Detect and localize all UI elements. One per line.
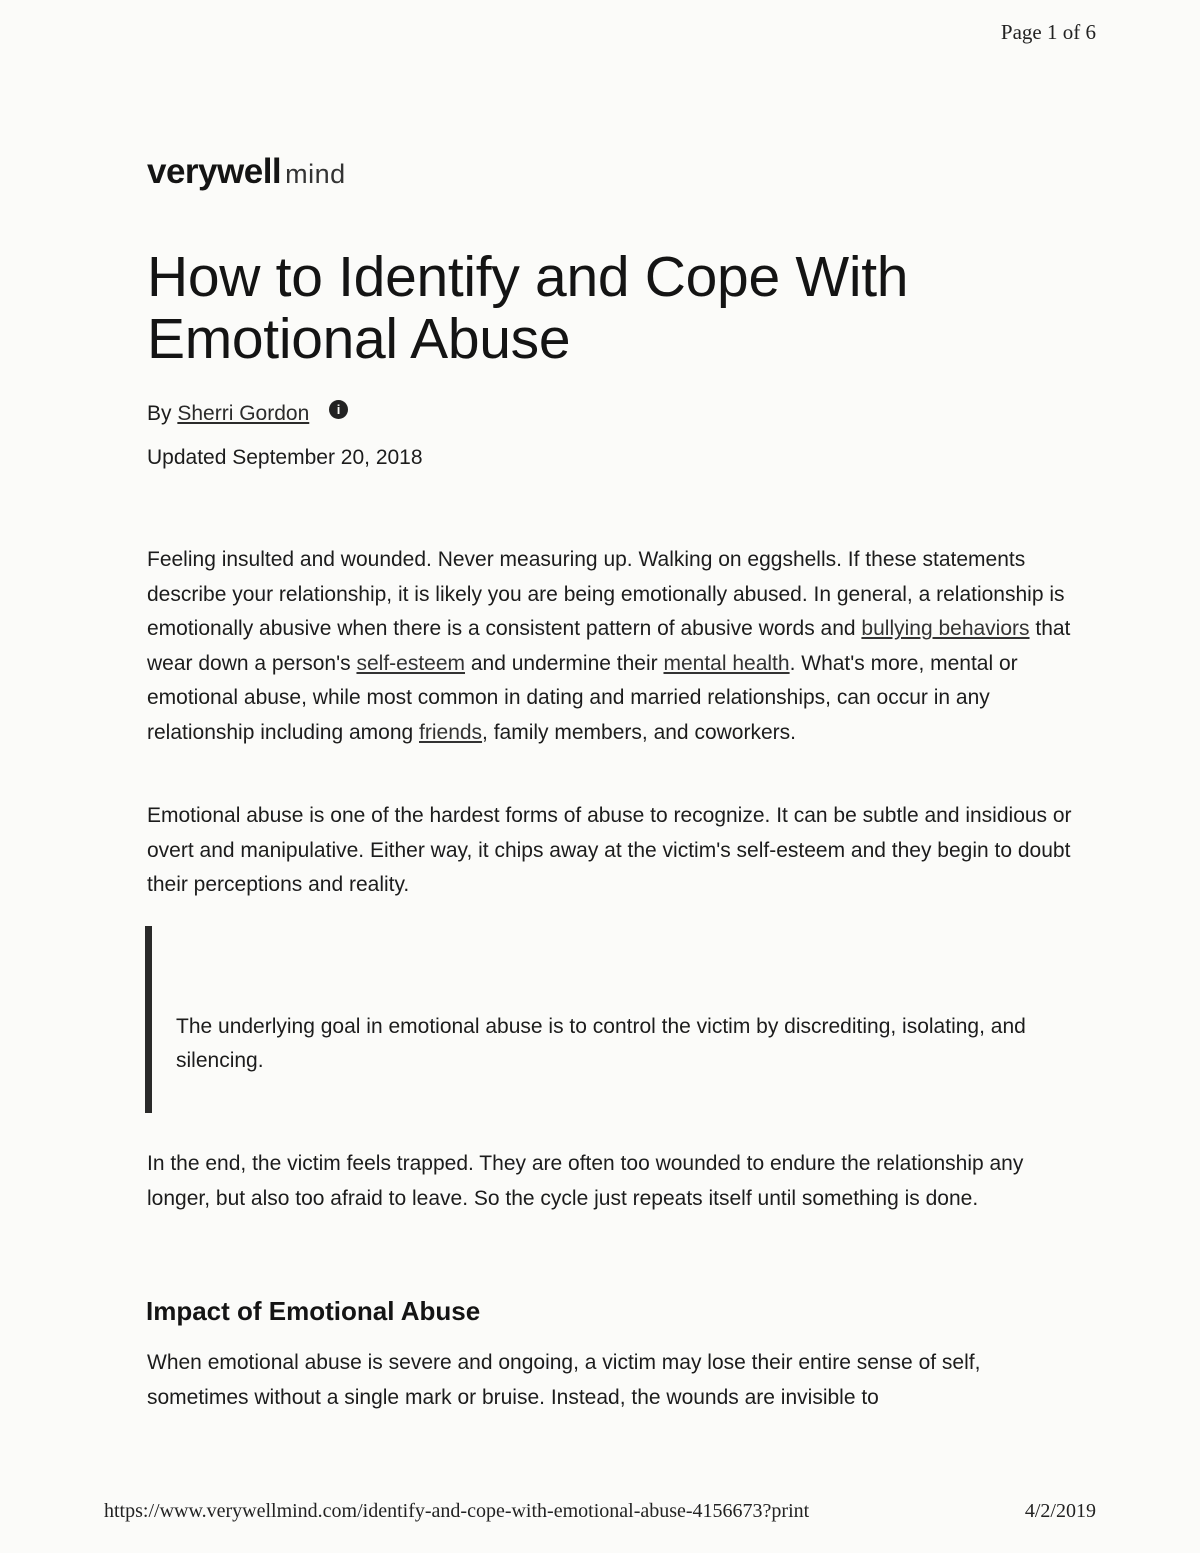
- page-number: Page 1 of 6: [1000, 20, 1096, 44]
- friends-link[interactable]: friends: [419, 720, 483, 744]
- author-link[interactable]: Sherri Gordon: [177, 402, 310, 425]
- info-icon[interactable]: i: [329, 400, 348, 419]
- bullying-behaviors-link[interactable]: bullying behaviors: [861, 617, 1030, 640]
- site-logo[interactable]: [147, 152, 346, 192]
- third-paragraph: In the end, the victim feels trapped. They are often too wounded to endure the relationship any longer, but also too afraid to leave. So the cycle just repeats itself until something is done.: [147, 1152, 1024, 1210]
- p1-text-e: , family members, and coworkers.: [482, 720, 796, 744]
- section-heading: Impact of Emotional Abuse: [146, 1296, 481, 1326]
- logo-sub: mind: [285, 159, 346, 189]
- footer-url: https://www.verywellmind.com/identify-and-cope-with-emotional-abuse-4156673?print: [104, 1500, 810, 1522]
- self-esteem-link[interactable]: self-esteem: [356, 651, 466, 675]
- byline: [147, 402, 348, 426]
- p1-text-c: and undermine their: [465, 651, 664, 675]
- second-paragraph: Emotional abuse is one of the hardest forms of abuse to recognize. It can be subtle and insidious or overt and manipulative. Either way, it chips away at the victim's self-esteem and they begin to doubt their perceptions and reality.: [147, 804, 1072, 896]
- p1-text-b: that wear down a person's: [147, 617, 1071, 675]
- footer-date: 4/2/2019: [1024, 1500, 1096, 1522]
- quote-bar: [145, 926, 152, 1113]
- byline-prefix: By: [147, 402, 172, 425]
- fourth-paragraph: When emotional abuse is severe and ongoing, a victim may lose their entire sense of self, sometimes without a single mark or bruise. Instead, the wounds are invisible to: [147, 1351, 981, 1409]
- p1-text-d: . What's more, mental or emotional abuse, while most common in dating and married relationships, can occur in any relationship including among: [147, 651, 1018, 744]
- article-title: How to Identify and Cope With Emotional Abuse: [147, 245, 909, 371]
- updated-date: Updated September 20, 2018: [147, 446, 423, 469]
- intro-paragraph: [147, 543, 1077, 750]
- mental-health-link[interactable]: mental health: [663, 651, 790, 675]
- p1-text-a: Feeling insulted and wounded. Never measuring up. Walking on eggshells. If these statements describe your relationship, it is likely you are being emotionally abused. In general, a relationship is emotionally abusive when there is a consistent pattern of abusive words and: [147, 548, 1065, 640]
- pull-quote: The underlying goal in emotional abuse is to control the victim by discrediting, isolating, and silencing.: [176, 1015, 1026, 1072]
- logo-brand: verywell: [147, 152, 282, 191]
